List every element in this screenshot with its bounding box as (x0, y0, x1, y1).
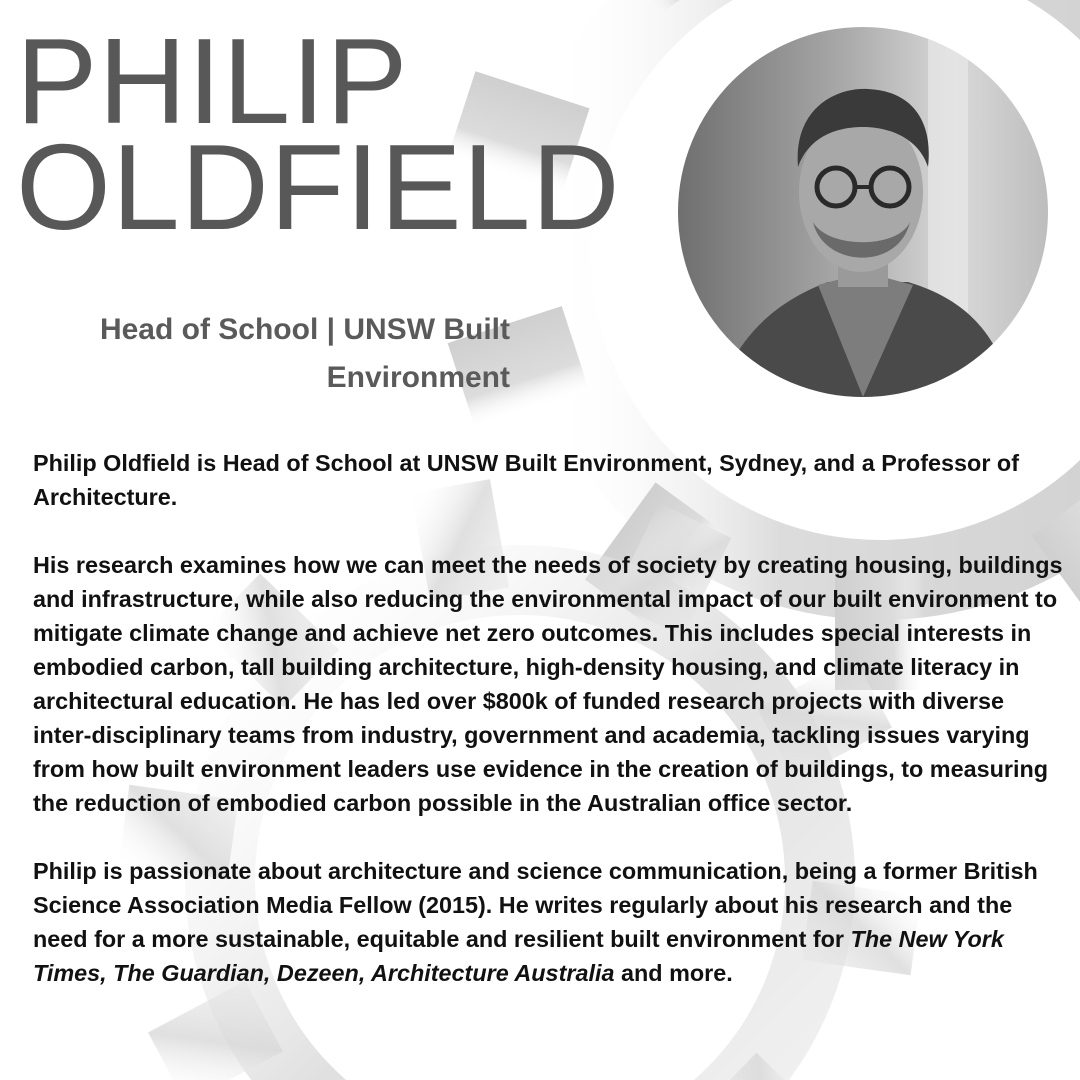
person-name (16, 13, 621, 255)
name-line-first: PHILIP (16, 13, 409, 149)
bio-paragraph-3-start: Philip is passionate about architecture and science communication, being a former British Science Association Media Fellow (2015). He writes regularly about his research and the need for a more sustainable, equitable and resilient built environment for (33, 858, 1038, 952)
job-title-line-1: Head of School | UNSW Built (99, 313, 510, 346)
publication-list: The New York Times, The Guardian, Dezeen, Architecture Australia (33, 926, 1004, 986)
bio-paragraph-1: Philip Oldfield is Head of School at UNSW Built Environment, Sydney, and a Professor of Architecture. (33, 450, 1019, 510)
job-title (30, 306, 510, 402)
bio-paragraph-3-end: and more. (614, 960, 733, 986)
biography (33, 446, 1063, 990)
name-line-last: OLDFIELD (16, 119, 621, 255)
portrait-photo (678, 27, 1048, 397)
job-title-line-2: Environment (326, 361, 510, 394)
bio-paragraph-2: His research examines how we can meet the needs of society by creating housing, buildings and infrastructure, while also reducing the environmental impact of our built environment to mitigate climate change and achieve net zero outcomes. This includes special interests in embodied carbon, tall building architecture, high-density housing, and climate literacy in architectural education. He has led over $800k of funded research projects with diverse inter-disciplinary teams from industry, government and academia, tackling issues varying from how built environment leaders use evidence in the creation of buildings, to measuring the reduction of embodied carbon possible in the Australian office sector. (33, 552, 1063, 816)
bio-paragraph-3 (33, 854, 1063, 990)
